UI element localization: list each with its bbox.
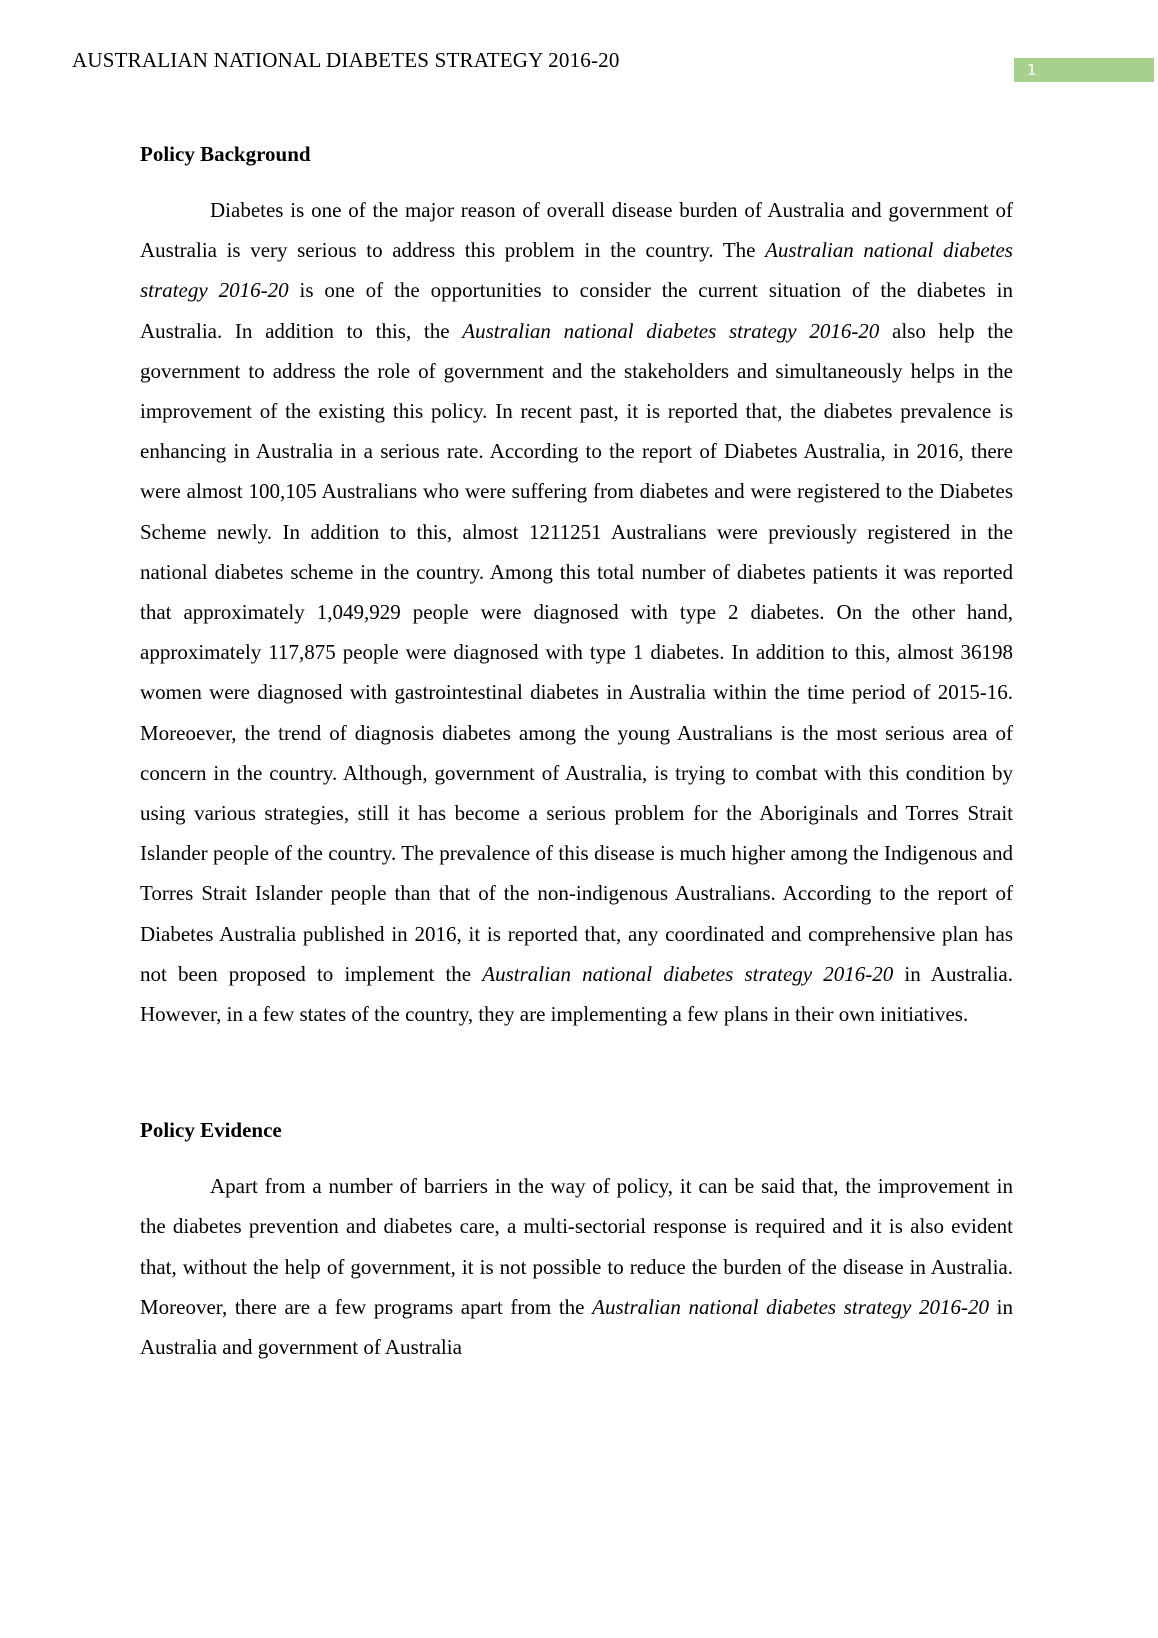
text-run: in Australia. However, in a few states of the country, they are implementing a few plans in their own initiatives. xyxy=(140,961,1014,1027)
text-run: is one of the opportunities to consider the current situation of the diabetes in Australia. In addition to this, the xyxy=(140,278,1013,343)
section-heading-policy-background: Policy Background xyxy=(140,142,311,166)
italic-title: Australian national diabetes strategy 2016-20 xyxy=(592,1294,990,1319)
document-body xyxy=(140,134,1013,1367)
section-heading-policy-evidence: Policy Evidence xyxy=(140,1118,282,1143)
italic-title: Australian national diabetes strategy 2016-20 xyxy=(140,238,1013,303)
paragraph-policy-evidence xyxy=(140,1166,1013,1367)
page-number: 1 xyxy=(1014,58,1154,82)
section-spacer xyxy=(140,1034,1013,1110)
running-header: AUSTRALIAN NATIONAL DIABETES STRATEGY 2016-20 xyxy=(72,48,620,72)
paragraph-policy-background xyxy=(140,190,1013,1034)
text-run: in Australia and government of Australia xyxy=(140,1294,1013,1360)
text-run: Apart from a number of barriers in the way of policy, it can be said that, the improvement in the diabetes prevention and diabetes care, a multi-sectorial response is required and it is also evident that, without the help of government, it is not possible to reduce the burden of the disease in Australia. Moreover, there are a few programs apart from the xyxy=(140,1174,1013,1319)
italic-title: Australian national diabetes strategy 2016-20 xyxy=(462,318,880,343)
text-run: Diabetes is one of the major reason of overall disease burden of Australia and government of Australia is very serious to address this problem in the country. The xyxy=(140,198,1013,263)
italic-title: Australian national diabetes strategy 2016-20 xyxy=(482,961,894,986)
text-run: also help the government to address the role of government and the stakeholders and simultaneously helps in the improvement of the existing this policy. In recent past, it is reported that, the diabetes prevalence is enhancing in Australia in a serious rate. According to the report of Diabetes Australia, in 2016, there were almost 100,105 Australians who were suffering from diabetes and were registered to the Diabetes Scheme newly. In addition to this, almost 1211251 Australians were previously registered in the national diabetes scheme in the country. Among this total number of diabetes patients it was reported that approximately 1,049,929 people were diagnosed with type 2 diabetes. On the other hand, approximately 117,875 people were diagnosed with type 1 diabetes. In addition to this, almost 36198 women were diagnosed with gastrointestinal diabetes in Australia within the time period of 2015-16. Moreoever, the trend of diagnosis diabetes among the young Australians is the most serious area of concern in the country. Although, government of Australia, is trying to combat with this condition by using various strategies, still it has become a serious problem for the Aboriginals and Torres Strait Islander people of the country. The prevalence of this disease is much higher among the Indigenous and Torres Strait Islander people than that of the non-indigenous Australians. According to the report of Diabetes Australia published in 2016, it is reported that, any coordinated and comprehensive plan has not been proposed to implement the xyxy=(140,318,1014,986)
